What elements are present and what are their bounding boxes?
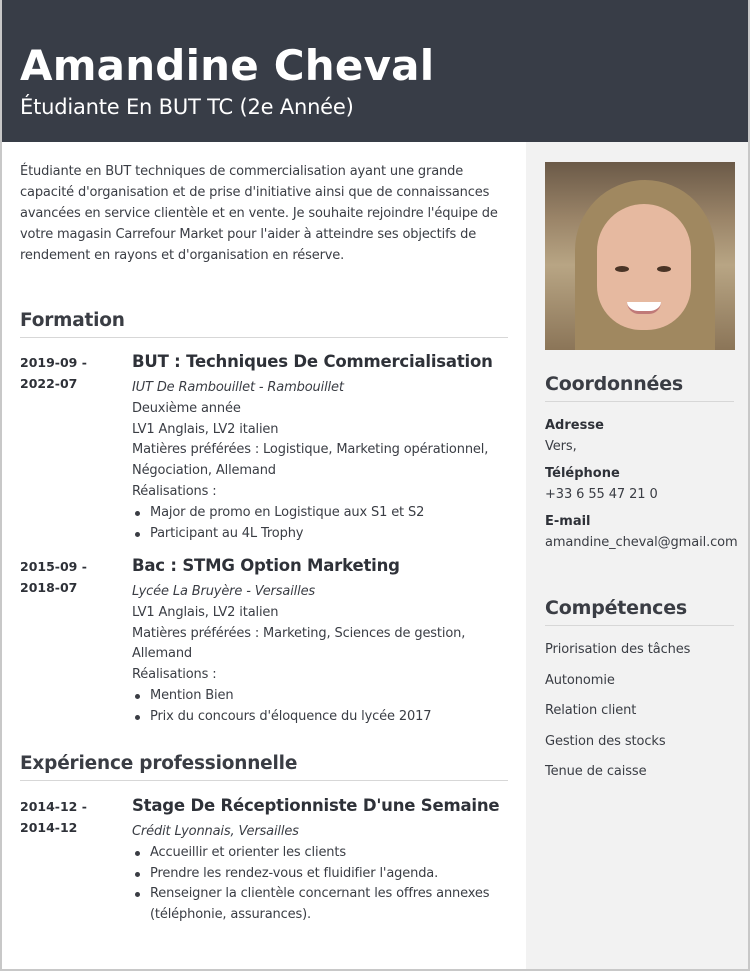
entry-line: LV1 Anglais, LV2 italien bbox=[132, 421, 279, 437]
photo-mouth-shape bbox=[627, 302, 661, 314]
profile-photo bbox=[545, 162, 735, 350]
entry-line: Réalisations : bbox=[132, 667, 217, 683]
entry-employer: Crédit Lyonnais, Versailles bbox=[132, 824, 299, 839]
date-start: 2019-09 - bbox=[20, 355, 87, 370]
list-item: Mention Bien bbox=[132, 686, 512, 707]
date-start: 2014-12 - bbox=[20, 799, 87, 814]
phone-label: Téléphone bbox=[545, 466, 620, 481]
address-value: Vers, bbox=[545, 439, 577, 454]
entry-institution: IUT De Rambouillet - Rambouillet bbox=[132, 380, 344, 395]
section-heading-experience: Expérience professionnelle bbox=[20, 753, 508, 781]
skill-item: Priorisation des tâches bbox=[545, 642, 691, 657]
entry-line: Matières préférées : Marketing, Sciences de gestion, Allemand bbox=[132, 625, 466, 662]
entry-line: Matières préférées : Logistique, Marketing opérationnel, Négociation, Allemand bbox=[132, 442, 489, 479]
entry-title: Bac : STMG Option Marketing bbox=[132, 556, 400, 575]
entry-dates bbox=[20, 352, 120, 394]
skill-item: Relation client bbox=[545, 703, 637, 718]
tasks-list bbox=[132, 843, 512, 926]
skill-item: Tenue de caisse bbox=[545, 764, 647, 779]
candidate-title: Étudiante En BUT TC (2e Année) bbox=[20, 95, 354, 119]
section-heading-contact: Coordonnées bbox=[545, 373, 734, 402]
photo-eye-shape bbox=[657, 266, 671, 272]
list-item: Prendre les rendez-vous et fluidifier l'agenda. bbox=[132, 864, 512, 885]
achievements-list bbox=[132, 503, 512, 545]
list-item: Major de promo en Logistique aux S1 et S2 bbox=[132, 503, 512, 524]
entry-dates bbox=[20, 556, 120, 598]
address-label: Adresse bbox=[545, 418, 604, 433]
entry-line: LV1 Anglais, LV2 italien bbox=[132, 604, 279, 620]
achievements-list bbox=[132, 686, 512, 728]
date-end: 2022-07 bbox=[20, 376, 78, 391]
date-end: 2014-12 bbox=[20, 820, 78, 835]
skill-item: Autonomie bbox=[545, 673, 615, 688]
skill-item: Gestion des stocks bbox=[545, 734, 666, 749]
photo-eye-shape bbox=[615, 266, 629, 272]
list-item: Accueillir et orienter les clients bbox=[132, 843, 512, 864]
entry-title: Stage De Réceptionniste D'une Semaine bbox=[132, 796, 500, 815]
list-item: Participant au 4L Trophy bbox=[132, 524, 512, 545]
entry-body bbox=[132, 796, 512, 926]
section-heading-skills: Compétences bbox=[545, 597, 734, 626]
entry-title: BUT : Techniques De Commercialisation bbox=[132, 352, 493, 371]
entry-dates bbox=[20, 796, 120, 838]
resume-header bbox=[2, 0, 748, 142]
section-heading-formation: Formation bbox=[20, 310, 508, 338]
photo-face-shape bbox=[597, 204, 691, 330]
date-end: 2018-07 bbox=[20, 580, 78, 595]
list-item: Renseigner la clientèle concernant les offres annexes (téléphonie, assurances). bbox=[132, 884, 512, 926]
candidate-name: Amandine Cheval bbox=[20, 41, 435, 90]
email-label: E-mail bbox=[545, 514, 591, 529]
entry-body bbox=[132, 556, 512, 728]
email-value[interactable]: amandine_cheval@gmail.com bbox=[545, 535, 738, 550]
entry-institution: Lycée La Bruyère - Versailles bbox=[132, 584, 316, 599]
phone-value: +33 6 55 47 21 0 bbox=[545, 487, 658, 502]
entry-line: Deuxième année bbox=[132, 400, 241, 416]
date-start: 2015-09 - bbox=[20, 559, 87, 574]
sidebar bbox=[526, 142, 750, 971]
list-item: Prix du concours d'éloquence du lycée 2017 bbox=[132, 707, 512, 728]
entry-line: Réalisations : bbox=[132, 483, 217, 499]
entry-body bbox=[132, 352, 512, 544]
profile-summary: Étudiante en BUT techniques de commercialisation ayant une grande capacité d'organisation et de prise d'initiative ainsi que de connaissances avancées en service clientèle et en vente. Je souhaite rejoindre l'équipe de votre magasin Carrefour Market pour l'aider à atteindre ses objectifs de rendement en rayons et d'organisation en réserve. bbox=[20, 164, 498, 263]
